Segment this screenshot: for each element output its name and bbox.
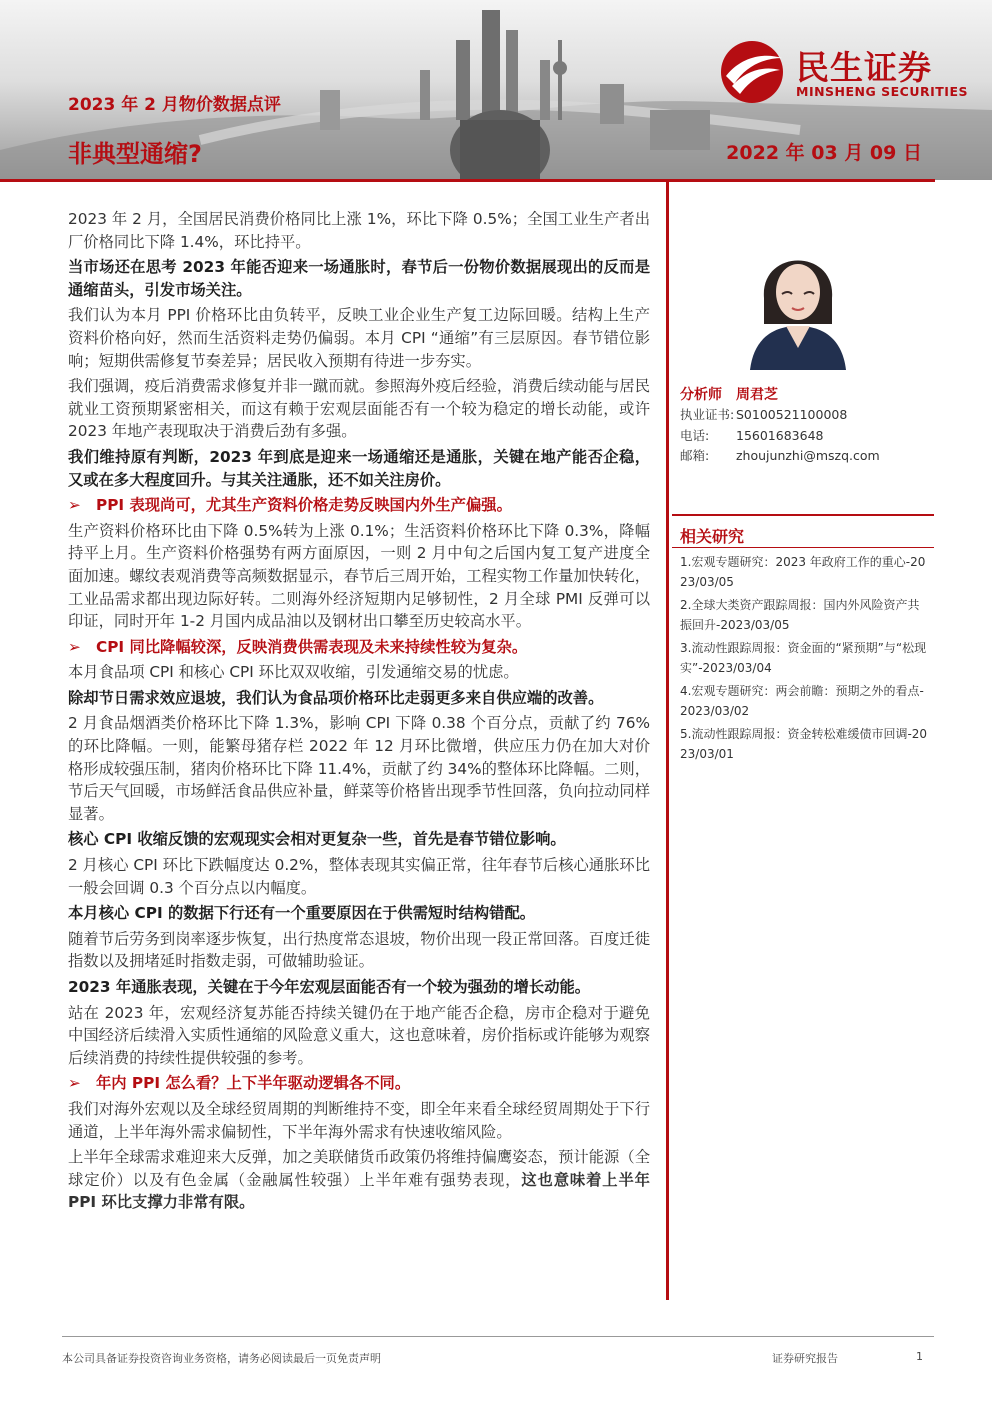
footer-doc-type: 证券研究报告 (772, 1352, 838, 1365)
analyst-name-row (680, 384, 778, 404)
section-heading (68, 636, 650, 659)
paragraph: 站在 2023 年，宏观经济复苏能否持续关键仍在于地产能否企稳，房市企稳对于避免中国经济后续滑入实质性通缩的风险意义重大，这也意味着，房价指标或许能够为观察后续消费的持续性提供较强的参考。 (68, 1003, 650, 1067)
paragraph: 我们对海外宏观以及全球经贸周期的判断维持不变，即全年来看全球经贸周期处于下行通道，上半年海外需求偏韧性，下半年海外需求有快速收缩风险。 (68, 1099, 650, 1141)
paragraph: 生产资料价格环比由下降 0.5%转为上涨 0.1%；生活资料价格环比下降 0.3%，降幅持平上月。生产资料价格强势有两方面原因，一则 2 月中旬之后国内复工复产进度全面加速。螺纹表观消费等高频数据显示，春节后三周开始，工程实物工作量加快转化，工业品需求都出现边际好转。二则海外经济短期内足够韧性，2 月全球 PMI 反弹可以印证，同时开年 1-2 月国内成品油以及钢材出口攀至历史较高水平。 (68, 521, 650, 631)
analyst-name: 周君芝 (736, 387, 778, 403)
paragraph: 2023 年 2 月，全国居民消费价格同比上涨 1%，环比下降 0.5%；全国工业生产者出厂价格同比下降 1.4%，环比持平。 (68, 210, 650, 251)
section-heading-text: CPI 同比降幅较深，反映消费供需表现及未来持续性较为复杂。 (96, 637, 528, 656)
paragraph-text: 上半年全球需求难迎来大反弹，加之美联储货币政策仍将维持偏鹰姿态，预计能源（全球定价）以及有色金属（金融属性较强）上半年难有强势表现， (68, 1148, 650, 1189)
related-research-item[interactable]: 4.宏观专题研究：两会前瞻：预期之外的看点-2023/03/02 (680, 684, 924, 718)
arrow-bullet-icon: ➢ (68, 1074, 81, 1093)
analyst-email-label: 邮箱: (680, 448, 710, 463)
related-research-item[interactable]: 3.流动性跟踪周报：资金面的“紧预期”与“松现实”-2023/03/04 (680, 641, 927, 675)
report-title: 非典型通缩? (68, 140, 202, 168)
paragraph-bold: 除却节日需求效应退坡，我们认为食品项价格环比走弱更多来自供应端的改善。 (68, 688, 604, 707)
company-logo (718, 38, 968, 108)
related-research-item[interactable]: 5.流动性跟踪周报：资金转松难缓债市回调-2023/03/01 (680, 727, 928, 761)
footer-divider (62, 1336, 934, 1337)
paragraph-mixed (68, 1146, 650, 1214)
paragraph: 2 月核心 CPI 环比下跌幅度达 0.2%，整体表现其实偏正常，往年春节后核心通胀环比一般会回调 0.3 个百分点以内幅度。 (68, 856, 650, 897)
paragraph-bold: 当市场还在思考 2023 年能否迎来一场通胀时，春节后一份物价数据展现出的反而是通缩苗头，引发市场关注。 (68, 258, 650, 299)
related-divider-bottom (672, 547, 934, 548)
paragraph-bold-tail: 这也意味着上半年 PPI 环比支撑力非常有限。 (68, 1170, 650, 1212)
paragraph-bold: 核心 CPI 收缩反馈的宏观现实会相对更复杂一些，首先是春节错位影响。 (68, 830, 566, 849)
arrow-bullet-icon: ➢ (68, 637, 81, 656)
analyst-email-link[interactable]: zhoujunzhi@mszq.com (736, 448, 880, 463)
minsheng-logo-icon (718, 38, 790, 104)
paragraph: 我们认为本月 PPI 价格环比由负转平，反映工业企业生产复工边际回暖。结构上生产资料价格向好，然而生活资料走势仍偏弱。本月 CPI “通缩”有三层原因。春节错位影响；短期供需修复节奏差异；居民收入预期有待进一步夯实。 (68, 306, 650, 370)
column-divider (666, 182, 669, 1300)
section-heading (68, 1072, 650, 1095)
analyst-email-row (680, 446, 880, 464)
related-research-list (680, 552, 930, 767)
section-heading (68, 494, 650, 517)
analyst-cert-row (680, 405, 847, 423)
report-date: 2022 年 03 月 09 日 (726, 142, 922, 164)
analyst-cert-label: 执业证书: (680, 407, 735, 422)
analyst-cert-value: S0100521100008 (736, 407, 848, 422)
paragraph: 2 月食品烟酒类价格环比下降 1.3%，影响 CPI 下降 0.38 个百分点，贡献了约 76%的环比降幅。一则，能繁母猪存栏 2022 年 12 月环比微增，供应压力仍在加大对价格形成较强压制，猪肉价格环比下降 11.4%，贡献了约 34%的整体环比降幅。二则，节后天气回暖，市场鲜活食品供应补量，鲜菜等价格皆出现季节性回落，负向拉动同样显著。 (68, 714, 650, 823)
report-subtitle: 2023 年 2 月物价数据点评 (68, 95, 281, 115)
related-divider-top (672, 514, 934, 516)
brand-name-cn: 民生证券 (796, 48, 932, 87)
section-heading-text: PPI 表现尚可，尤其生产资料价格走势反映国内外生产偏强。 (96, 496, 512, 515)
paragraph: 随着节后劳务到岗率逐步恢复，出行热度常态退坡，物价出现一段正常回落。百度迁徙指数以及拥堵延时指数走弱，可做辅助验证。 (68, 929, 650, 971)
related-research-item[interactable]: 2.全球大类资产跟踪周报：国内外风险资产共振回升-2023/03/05 (680, 598, 920, 632)
analyst-phone-value: 15601683648 (736, 428, 824, 443)
paragraph: 本月食品项 CPI 和核心 CPI 环比双双收缩，引发通缩交易的忧虑。 (68, 663, 519, 682)
analyst-photo (740, 228, 856, 370)
paragraph-bold: 我们维持原有判断，2023 年到底是迎来一场通缩还是通胀，关键在地产能否企稳，又或在多大程度回升。与其关注通胀，还不如关注房价。 (68, 447, 650, 489)
paragraph-bold: 2023 年通胀表现，关键在于今年宏观层面能否有一个较为强劲的增长动能。 (68, 978, 591, 996)
analyst-phone-row (680, 426, 823, 444)
paragraph-bold: 本月核心 CPI 的数据下行还有一个重要原因在于供需短时结构错配。 (68, 904, 536, 923)
paragraph: 我们强调，疫后消费需求修复并非一蹴而就。参照海外疫后经验，消费后续动能与居民就业工资预期紧密相关，而这有赖于宏观层面能否有一个较为稳定的增长动能，或许 2023 年地产表现取决于消费后劲有多强。 (68, 377, 650, 441)
analyst-role-label: 分析师 (680, 387, 722, 403)
footer-disclaimer: 本公司具备证券投资咨询业务资格，请务必阅读最后一页免责声明 (62, 1352, 381, 1365)
header-banner (0, 0, 992, 180)
brand-name-en: MINSHENG SECURITIES (796, 84, 968, 99)
page-number: 1 (916, 1350, 923, 1363)
main-content (68, 208, 650, 1217)
header-divider (0, 179, 935, 182)
arrow-bullet-icon: ➢ (68, 496, 81, 515)
analyst-phone-label: 电话: (680, 428, 710, 443)
related-research-title: 相关研究 (680, 527, 745, 546)
section-heading-text: 年内 PPI 怎么看？上下半年驱动逻辑各不同。 (96, 1074, 411, 1093)
related-research-item[interactable]: 1.宏观专题研究：2023 年政府工作的重心-2023/03/05 (680, 555, 926, 589)
